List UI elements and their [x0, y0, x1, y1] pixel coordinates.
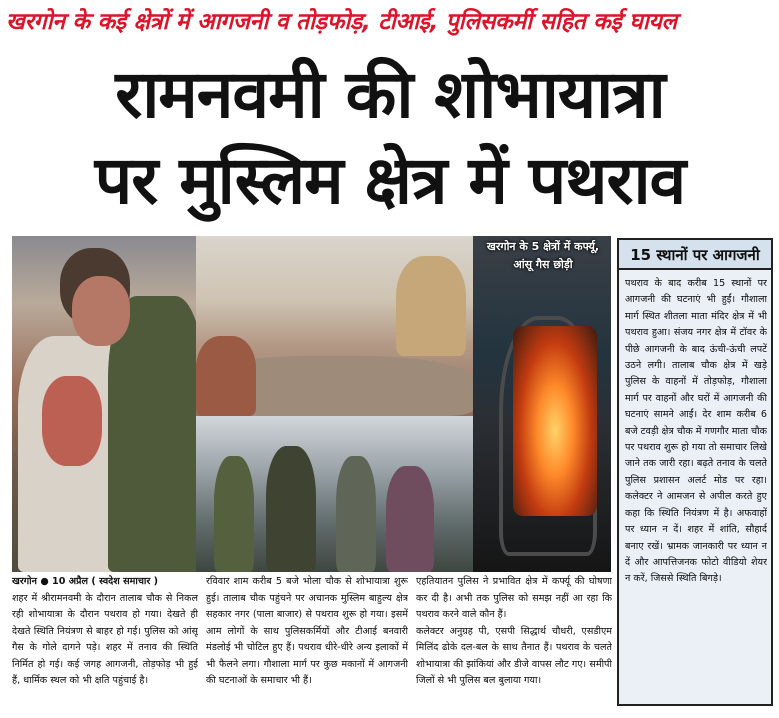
dateline: खरगोन ● 10 अप्रैल ( स्वदेश समाचार ): [12, 576, 159, 587]
sidebar-title: 15 स्थानों पर आगजनी: [619, 240, 771, 270]
article-column-1: [12, 574, 198, 712]
photo-overlay-caption: खरगोन के 5 क्षेत्रों में कर्फ्यू, आंसू गैस छोड़ी: [486, 240, 600, 271]
photo-injured-man: [12, 236, 196, 572]
column-3-paragraph-1: एहतियातन पुलिस ने प्रभावित क्षेत्र में कर्फ्यू की घोषणा कर दी है। अभी तक पुलिस को समझ नहीं आ रहा कि पथराव करने वाले कौन हैं।: [416, 576, 612, 620]
column-2-text: रविवार शाम करीब 5 बजे भोला चौक से शोभायात्रा शुरू हुई। तालाब चौक पहुंचने पर अचानक मुस्लिम बाहुल्य क्षेत्र सहकार नगर (पाला बाजार) से पथराव शुरू हो गया। इसमें आम लोगों के साथ पुलिसकर्मियों और टीआई बनवारी मंडलोई भी चोटिल हुए हैं। पथराव धीरे-धीरे अन्य इलाकों में भी फैलने लगा। गौशाला मार्ग पर कुछ मकानों में आगजनी की घटनाओं के समाचार भी हैं।: [206, 576, 408, 686]
photo-police-deployed: [196, 416, 473, 572]
column-3-paragraph-2: कलेक्टर अनुग्रह पी, एसपी सिद्धार्थ चौधरी, एसडीएम मिलिंद ढोके दल-बल के साथ तैनात हैं। पथराव के चलते शोभायात्रा की झांकियां और डीजे वापस लौट गए। समीपी जिलों से भी पुलिस बल बुलाया गया।: [416, 625, 612, 686]
headline-line-1: रामनवमी की शोभायात्रा: [115, 56, 665, 133]
headline-line-2: पर मुस्लिम क्षेत्र में पथराव: [94, 142, 686, 219]
photo-stone-strewn-street: [196, 236, 473, 416]
photo-fire-in-building: [473, 236, 611, 572]
sidebar-box: [617, 238, 773, 706]
sidebar-body: पथराव के बाद करीब 15 स्थानों पर आगजनी की घटनाएं भी हुईं। गौशाला मार्ग स्थित शीतला माता मंदिर क्षेत्र में भी पथराव हुआ। संजय नगर क्षेत्र में टॉवर के पीछे आगजनी के बाद ऊंची-ऊंची लपटें उठने लगी। तालाब चौक क्षेत्र में खड़े पुलिस के वाहनों में तोड़फोड़, गौशाला मार्ग पर वाहनों और घरों में आगजनी की घटनाएं सामने आईं। देर शाम करीब 6 बजे टवड़ी क्षेत्र चौक में गणगौर माता चौक पर पथराव शुरू हो गया तो समाचार लिखे जाने तक जारी रहा। बढ़ते तनाव के चलते पुलिस प्रशासन अलर्ट मोड पर रहा। कलेक्टर ने आमजन से अपील करते हुए कहा कि स्थिति नियंत्रण में है। अफवाहों पर ध्यान न दें। शहर में शांति, सौहार्द बनाए रखें। भ्रामक जानकारी पर ध्यान न दें और आपत्तिजनक फोटो वीडियो शेयर न करें, जिससे स्थिति बिगड़े।: [625, 278, 767, 585]
article-column-2: [206, 574, 408, 712]
column-1-text: शहर में श्रीरामनवमी के दौरान तालाब चौक से निकल रही शोभायात्रा के दौरान पथराव हो गया। देखते ही देखते स्थिति नियंत्रण से बाहर हो गई। पुलिस को आंसू गैस के गोले दागने पड़े। शहर में तनाव की स्थिति निर्मित हो गई। कई जगह आगजनी, तोड़फोड़ भी हुई हैं, धार्मिक स्थल को भी क्षति पहुंचाई है।: [12, 592, 198, 686]
article-column-3: [416, 574, 612, 712]
kicker-headline: खरगोन के कई क्षेत्रों में आगजनी व तोड़फोड़, टीआई, पुलिसकर्मी सहित कई घायल: [6, 9, 677, 35]
